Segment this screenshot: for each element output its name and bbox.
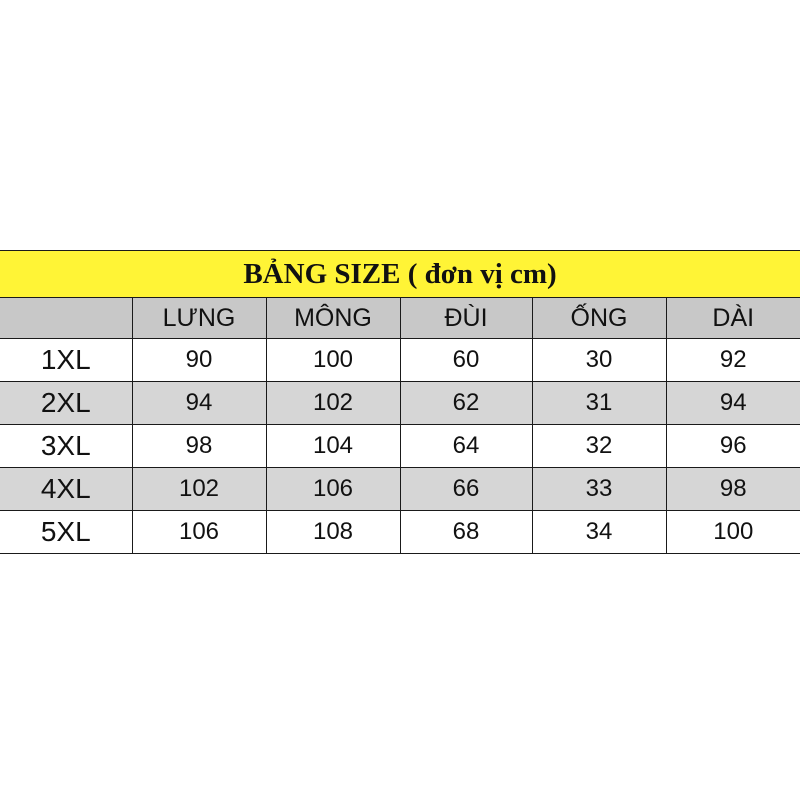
cell-mong: 104 [266,425,400,468]
cell-ong: 33 [532,468,666,511]
cell-dui: 60 [400,339,532,382]
table-row [0,511,800,554]
cell-dui: 62 [400,382,532,425]
cell-mong: 102 [266,382,400,425]
cell-mong: 100 [266,339,400,382]
cell-lung: 102 [132,468,266,511]
cell-ong: 31 [532,382,666,425]
header-corner-cell [0,298,132,339]
size-label: 4XL [0,468,132,511]
table-row [0,425,800,468]
cell-dui: 66 [400,468,532,511]
header-row [0,298,800,339]
header-lung: LƯNG [132,298,266,339]
header-dai: DÀI [666,298,800,339]
title-row [0,251,800,298]
header-dui: ĐÙI [400,298,532,339]
size-label: 5XL [0,511,132,554]
cell-ong: 32 [532,425,666,468]
cell-dai: 94 [666,382,800,425]
size-label: 2XL [0,382,132,425]
cell-ong: 30 [532,339,666,382]
table-row [0,468,800,511]
cell-dai: 92 [666,339,800,382]
cell-lung: 94 [132,382,266,425]
cell-lung: 106 [132,511,266,554]
cell-dai: 100 [666,511,800,554]
cell-mong: 108 [266,511,400,554]
cell-lung: 90 [132,339,266,382]
cell-mong: 106 [266,468,400,511]
table-title: BẢNG SIZE ( đơn vị cm) [0,251,800,298]
header-mong: MÔNG [266,298,400,339]
size-label: 1XL [0,339,132,382]
cell-ong: 34 [532,511,666,554]
cell-dai: 96 [666,425,800,468]
header-ong: ỐNG [532,298,666,339]
cell-lung: 98 [132,425,266,468]
table-row [0,339,800,382]
cell-dui: 64 [400,425,532,468]
table-row [0,382,800,425]
cell-dai: 98 [666,468,800,511]
cell-dui: 68 [400,511,532,554]
size-label: 3XL [0,425,132,468]
size-chart-table [0,250,800,554]
